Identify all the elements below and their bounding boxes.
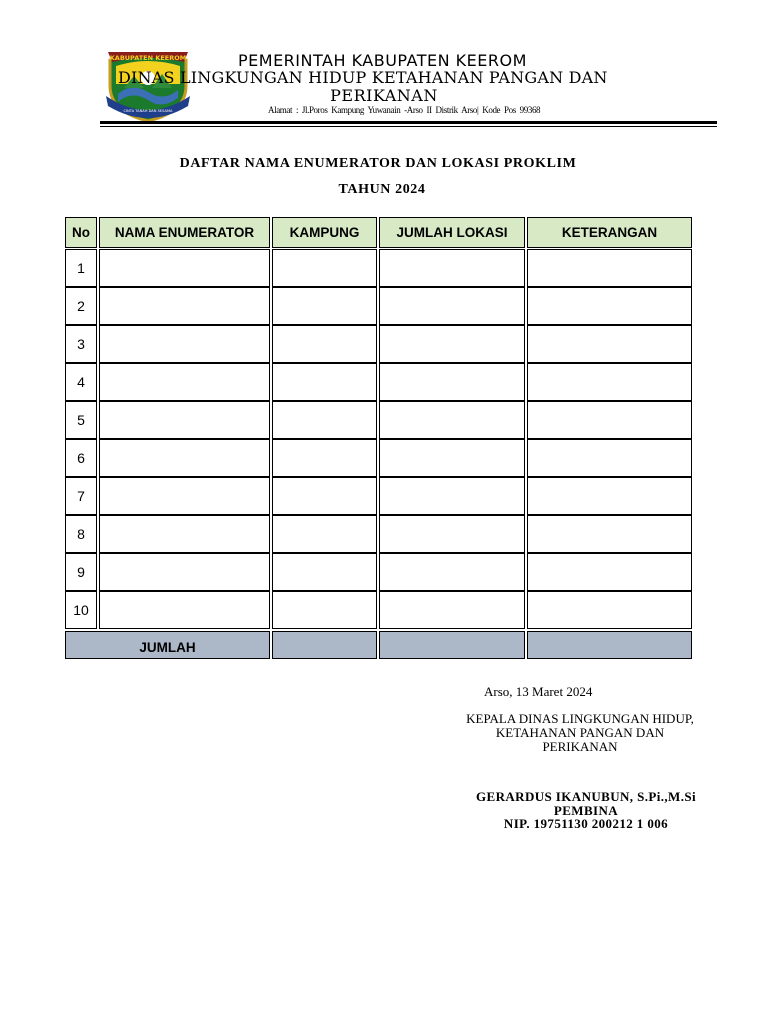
table-cell (527, 325, 692, 363)
table-cell (99, 325, 270, 363)
table-cell (527, 363, 692, 401)
table-cell (272, 515, 377, 553)
total-cell (527, 631, 692, 659)
col-header-nama-enumerator: NAMA ENUMERATOR (99, 217, 270, 248)
row-number: 4 (65, 363, 97, 401)
row-number: 7 (65, 477, 97, 515)
table-cell (379, 439, 525, 477)
row-number: 5 (65, 401, 97, 439)
signatory-rank: PEMBINA (553, 802, 619, 818)
row-number: 8 (65, 515, 97, 553)
table-cell (379, 515, 525, 553)
place-date: Arso, 13 Maret 2024 (484, 684, 593, 699)
total-cell (379, 631, 525, 659)
signatory (436, 790, 736, 831)
table-cell (272, 287, 377, 325)
row-number: 2 (65, 287, 97, 325)
table-cell (527, 287, 692, 325)
position-line-3: PERIKANAN (542, 739, 618, 754)
header-government-name: PEMERINTAH KABUPATEN KEEROM (238, 51, 527, 70)
table-cell (379, 363, 525, 401)
row-number: 6 (65, 439, 97, 477)
table-cell (99, 439, 270, 477)
table-cell (379, 591, 525, 629)
table-cell (272, 553, 377, 591)
table-cell (99, 287, 270, 325)
position-line-2: KETAHANAN PANGAN DAN (495, 725, 665, 740)
table-cell (527, 249, 692, 287)
col-header-no: No (65, 217, 97, 248)
table-cell (379, 553, 525, 591)
row-number: 1 (65, 249, 97, 287)
col-header-kampung: KAMPUNG (272, 217, 377, 248)
logo-text: KABUPATEN KEEROM (109, 54, 187, 62)
table-cell (379, 401, 525, 439)
signatory-position (440, 712, 720, 754)
total-row-label: JUMLAH (65, 631, 270, 659)
header-divider-thin (100, 126, 717, 127)
enumerator-table (65, 217, 694, 660)
header-address: Alamat : Jl.Poros Kampung Yuwanain -Arso II Distrik Arso| Kode Pos 99368 (268, 105, 541, 115)
document-title: DAFTAR NAMA ENUMERATOR DAN LOKASI PROKLIM (179, 156, 577, 171)
table-cell (99, 591, 270, 629)
table-cell (379, 325, 525, 363)
table-cell (272, 249, 377, 287)
col-header-keterangan: KETERANGAN (527, 217, 692, 248)
col-header-jumlah-lokasi: JUMLAH LOKASI (379, 217, 525, 248)
table-cell (99, 401, 270, 439)
table-cell (527, 477, 692, 515)
table-cell (99, 515, 270, 553)
signatory-nip: NIP. 19751130 200212 1 006 (503, 816, 669, 831)
header-agency-name: DINAS LINGKUNGAN HIDUP KETAHANAN PANGAN DAN (118, 68, 608, 87)
table-cell (527, 591, 692, 629)
header-divider-thick (100, 121, 717, 124)
table-cell (272, 363, 377, 401)
table-cell (99, 363, 270, 401)
logo-motto: CINTA TANAH DAN SESAMA (123, 109, 173, 113)
table-cell (527, 553, 692, 591)
total-cell (272, 631, 377, 659)
table-cell (527, 439, 692, 477)
table-cell (99, 477, 270, 515)
row-number: 9 (65, 553, 97, 591)
table-cell (99, 553, 270, 591)
signatory-name: GERARDUS IKANUBUN, S.Pi.,M.Si (476, 789, 696, 804)
table-cell (272, 325, 377, 363)
table-cell (99, 249, 270, 287)
table-cell (527, 401, 692, 439)
header-agency-name-cont: PERIKANAN (330, 86, 438, 105)
document-year: TAHUN 2024 (338, 182, 426, 197)
table-cell (272, 477, 377, 515)
table-cell (272, 439, 377, 477)
table-cell (379, 249, 525, 287)
position-line-1: KEPALA DINAS LINGKUNGAN HIDUP, (466, 711, 694, 726)
table-cell (379, 477, 525, 515)
table-cell (527, 515, 692, 553)
row-number: 10 (65, 591, 97, 629)
row-number: 3 (65, 325, 97, 363)
table-cell (272, 591, 377, 629)
table-cell (272, 401, 377, 439)
table-cell (379, 287, 525, 325)
